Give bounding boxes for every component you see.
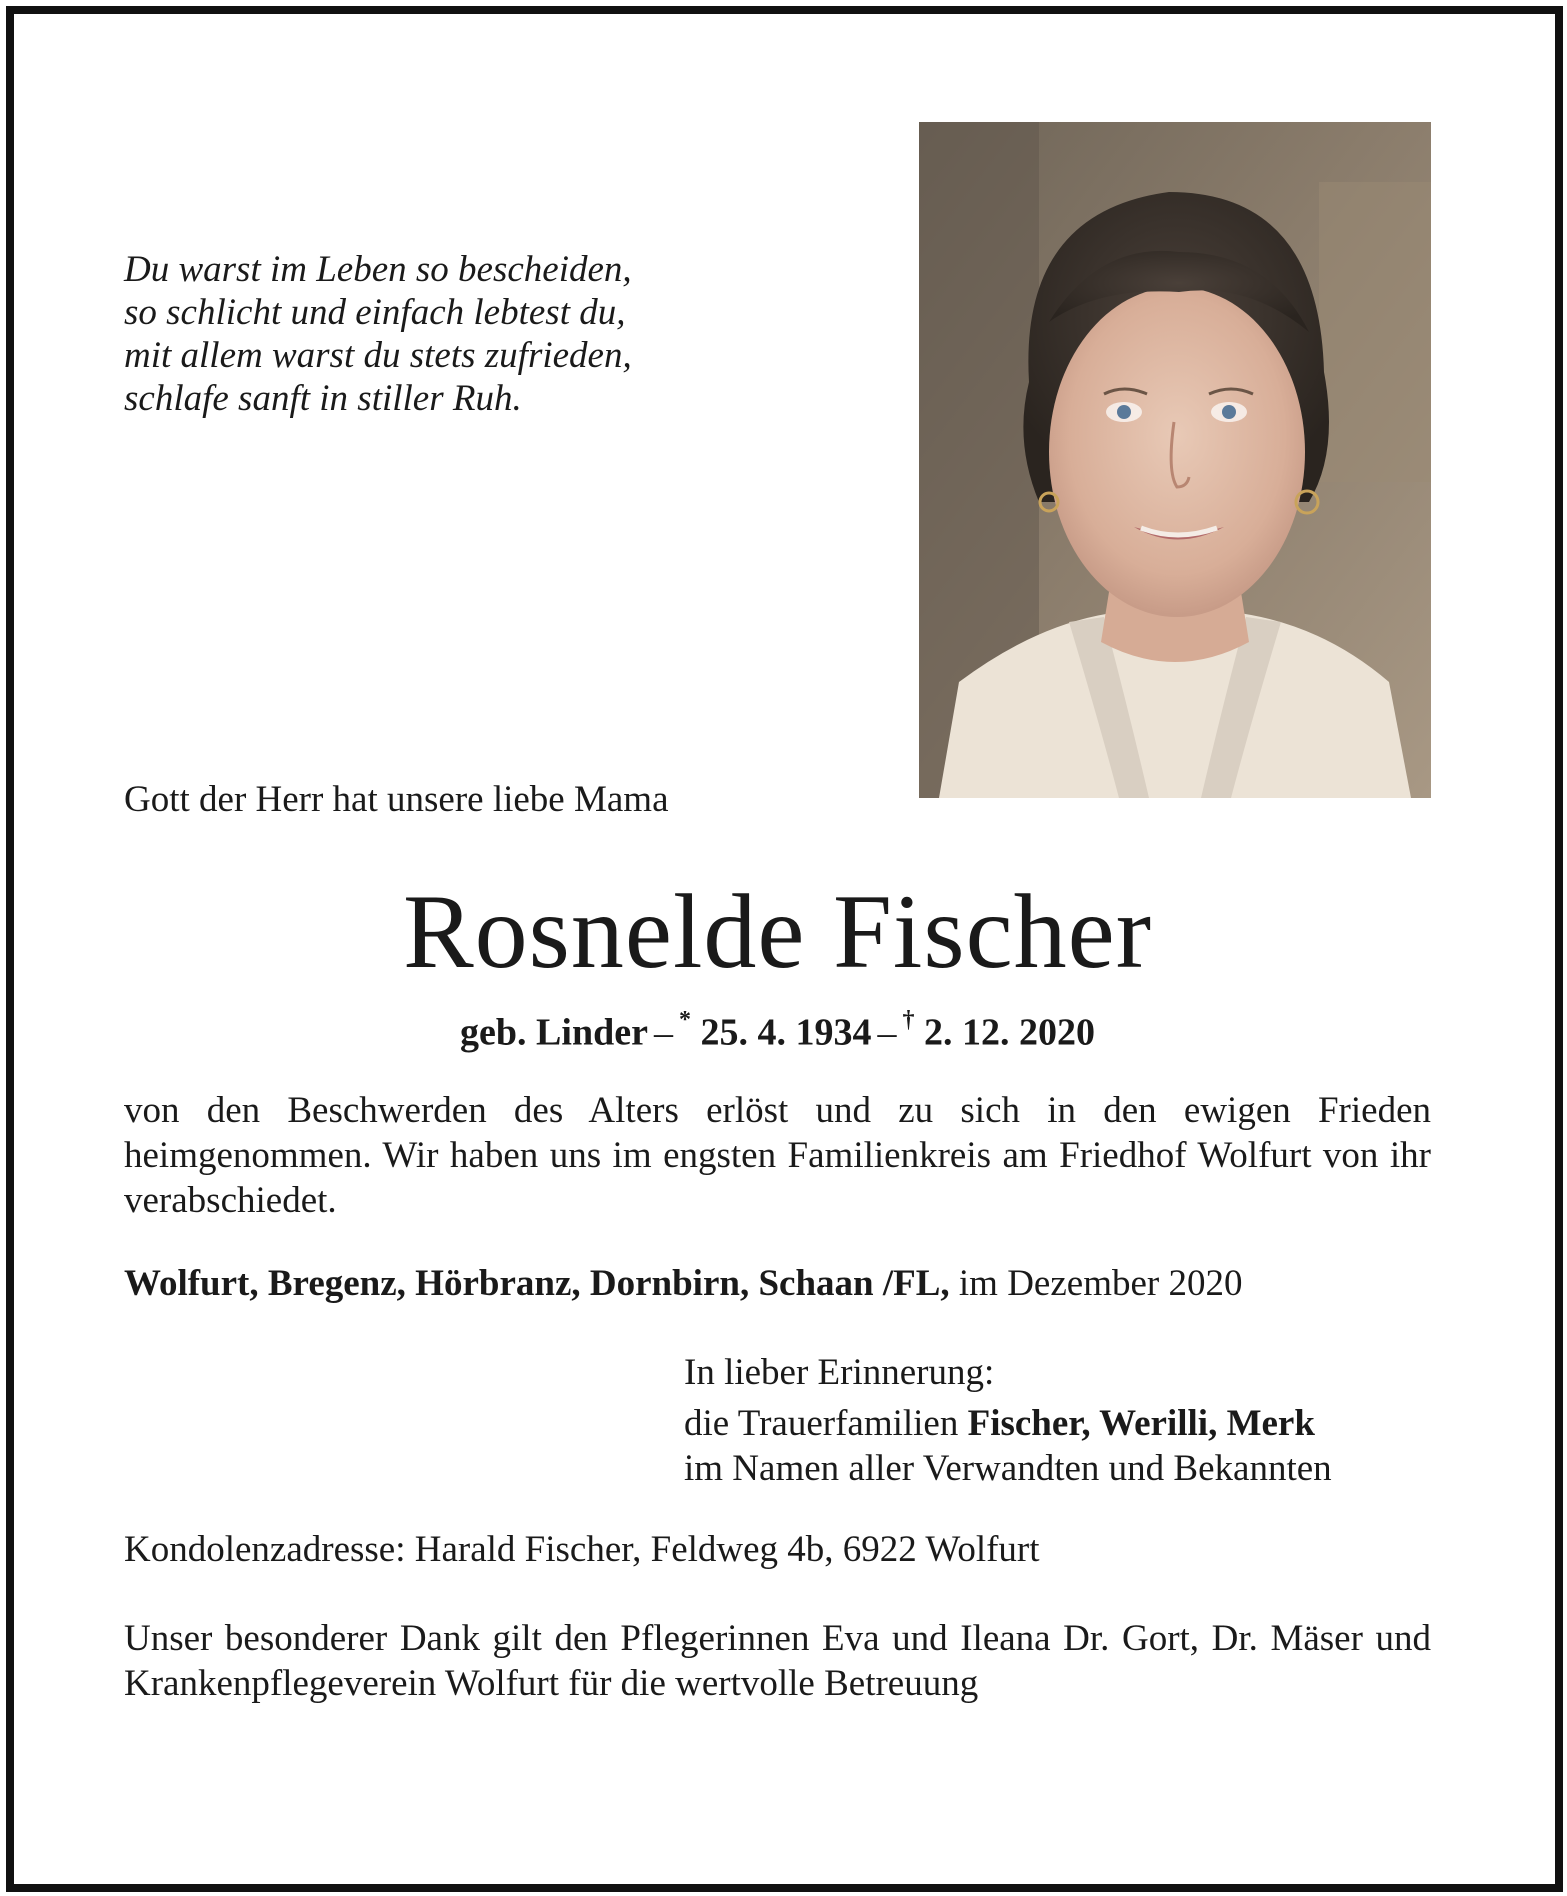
poem-line: mit allem warst du stets zufrieden,	[124, 335, 632, 376]
on-behalf-line: im Namen aller Verwandten und Bekannten	[684, 1448, 1332, 1489]
poem-line: Du warst im Leben so bescheiden,	[124, 249, 632, 290]
places-date: im Dezember 2020	[958, 1263, 1243, 1304]
dash-separator: –	[653, 1011, 673, 1054]
thanks-text: Unser besonderer Dank gilt den Pflegerinnen Eva und Ileana Dr. Gort, Dr. Mäser und Krankenpflegeverein Wolfurt für die wertvolle Betreuung	[124, 1618, 1431, 1704]
poem-line: schlafe sanft in stiller Ruh.	[124, 378, 522, 419]
poem	[124, 248, 824, 420]
birth-date: 25. 4. 1934	[700, 1011, 872, 1054]
maiden-name: geb. Linder	[460, 1011, 648, 1054]
dash-separator: –	[877, 1011, 897, 1054]
life-dates	[0, 1000, 1555, 1057]
poem-line: so schlicht und einfach lebtest du,	[124, 292, 626, 333]
places-names: Wolfurt, Bregenz, Hörbranz, Dornbirn, Schaan /FL,	[124, 1263, 950, 1304]
death-date: 2. 12. 2020	[923, 1011, 1095, 1054]
families-line	[684, 1401, 1332, 1446]
portrait-photo	[919, 122, 1431, 798]
condolence-address: Kondolenzadresse: Harald Fischer, Feldweg 4b, 6922 Wolfurt	[124, 1529, 1040, 1570]
family-names: Fischer, Werilli, Merk	[967, 1403, 1315, 1444]
announcement-text: von den Beschwerden des Alters erlöst und zu sich in den ewigen Frieden heimgenommen. Wir haben uns im engsten Familienkreis am Friedhof Wolfurt von ihr verabschiedet.	[124, 1090, 1431, 1221]
intro-line: Gott der Herr hat unsere liebe Mama	[124, 779, 669, 820]
places-line	[124, 1262, 1242, 1306]
death-symbol: †	[902, 1007, 915, 1033]
birth-symbol: *	[678, 1007, 691, 1033]
memory-heading: In lieber Erinnerung:	[684, 1352, 995, 1393]
families-prefix: die Trauerfamilien	[684, 1403, 959, 1444]
deceased-name: Rosnelde Fischer	[402, 873, 1153, 990]
memory-block	[684, 1350, 1332, 1491]
